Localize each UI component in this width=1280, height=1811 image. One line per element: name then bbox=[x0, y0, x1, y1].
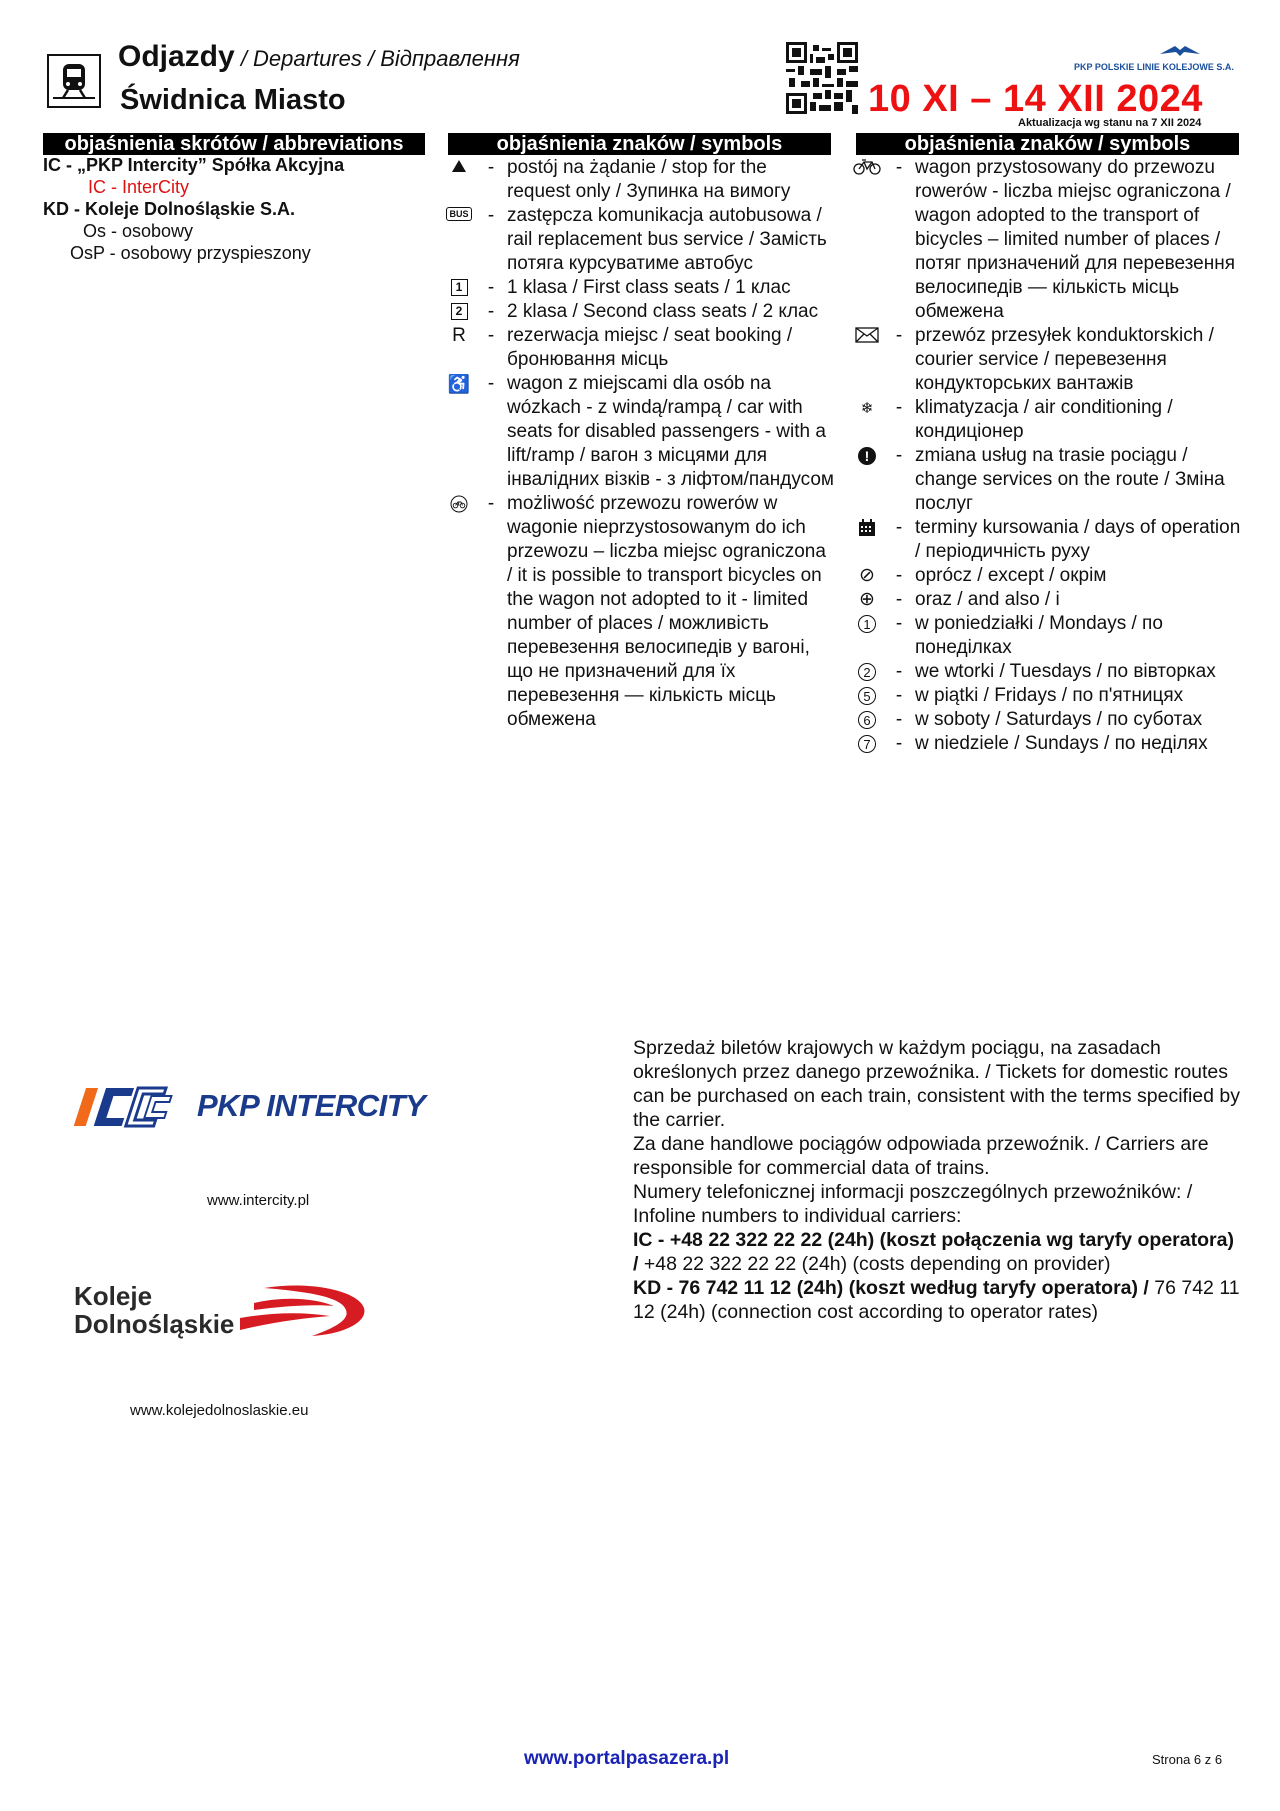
triangle-icon bbox=[443, 156, 475, 179]
list-item: - postój na żądanie / stop for the request only / Зупинка на вимогу bbox=[443, 156, 835, 204]
info-kd-phone: KD - 76 742 11 12 (24h) (koszt według taryfy operatora) / 76 742 11 12 (24h) (connection cost according to operator rates) bbox=[633, 1277, 1240, 1323]
portal-pasazera-link[interactable]: www.portalpasazera.pl bbox=[524, 1748, 730, 1769]
first-class-icon: 1 bbox=[443, 276, 475, 299]
abbr-ic: IC - InterCity bbox=[88, 177, 190, 197]
abbreviations-list bbox=[43, 154, 433, 264]
validity-dates: 10 XI – 14 XII 2024 bbox=[868, 78, 1203, 120]
title-main: Odjazdy bbox=[118, 40, 235, 73]
list-item: 6 - w soboty / Saturdays / по суботах bbox=[851, 708, 1243, 732]
list-item: 5 - w piątki / Fridays / по п'ятницях bbox=[851, 684, 1243, 708]
list-item: 1 - w poniedziałki / Mondays / по понеділках bbox=[851, 612, 1243, 660]
abbr-os: Os - osobowy bbox=[83, 221, 194, 241]
list-item: - możliwość przewozu rowerów w wagonie nieprzystosowanym do ich przewozu – liczba miejsc ograniczona / it is possible to transport bicycles on the wagon not adopted to it - limited number of places / можливість перевезення велосипедів у вагоні, що не призначений для їх перевезення — кількість місць обмежена bbox=[443, 492, 835, 732]
info-phones: Numery telefonicznej informacji poszczególnych przewoźników: / Infoline numbers to individual carriers: bbox=[633, 1181, 1193, 1227]
list-item: 1 - 1 klasa / First class seats / 1 клас bbox=[443, 276, 835, 300]
intercity-link[interactable]: www.intercity.pl bbox=[207, 1192, 310, 1209]
kd-logo-text: Koleje Dolnośląskie bbox=[74, 1281, 235, 1339]
sunday-icon: 7 bbox=[851, 732, 883, 755]
saturday-icon: 6 bbox=[851, 708, 883, 731]
intercity-mark-icon bbox=[72, 1082, 192, 1132]
wheelchair-icon: ♿ bbox=[447, 374, 471, 394]
title-sub: / Departures / Відправлення bbox=[234, 46, 520, 71]
qr-code-icon[interactable] bbox=[786, 42, 858, 114]
abbr-kd-company: KD - Koleje Dolnośląskie S.A. bbox=[43, 199, 296, 219]
intercity-logo-text: PKP INTERCITY bbox=[197, 1088, 426, 1123]
train-icon bbox=[47, 54, 101, 108]
list-item: 2 - 2 klasa / Second class seats / 2 клас bbox=[443, 300, 835, 324]
kd-swoosh-icon bbox=[234, 1278, 374, 1344]
abbr-ic-company: IC - „PKP Intercity” Spółka Akcyjna bbox=[43, 155, 345, 175]
exclamation-icon: ! bbox=[851, 444, 883, 467]
except-icon: ⊘ bbox=[859, 565, 875, 586]
koleje-dolnoslaskie-logo bbox=[74, 1278, 384, 1348]
kd-link[interactable]: www.kolejedolnoslaskie.eu bbox=[130, 1402, 309, 1419]
bicycle-icon bbox=[851, 156, 883, 179]
plus-circle-icon: ⊕ bbox=[859, 589, 875, 610]
update-note: Aktualizacja wg stanu na 7 XII 2024 bbox=[1018, 117, 1202, 129]
list-item: ❄ - klimatyzacja / air conditioning / кондиціонер bbox=[851, 396, 1243, 444]
snowflake-icon: ❄ bbox=[860, 400, 874, 417]
symbols-list-2 bbox=[851, 156, 1243, 756]
second-class-icon: 2 bbox=[443, 300, 475, 323]
plk-logo-text: PKP POLSKIE LINIE KOLEJOWE S.A. bbox=[1074, 62, 1234, 72]
abbr-osp: OsP - osobowy przyspieszony bbox=[70, 243, 311, 263]
list-item: R - rezerwacja miejsc / seat booking / бронювання місць bbox=[443, 324, 835, 372]
list-item: - wagon przystosowany do przewozu rowerów - liczba miejsc ograniczona / wagon adopted to the transport of bicycles – limited number of places / потяг призначений для перевезення велосипедів — кількість місць обмежена bbox=[851, 156, 1243, 324]
tuesday-icon: 2 bbox=[851, 660, 883, 683]
symbols-header-1: objaśnienia znaków / symbols bbox=[448, 133, 831, 155]
info-ic-phone: IC - +48 22 322 22 22 (24h) (koszt połączenia wg taryfy operatora) / +48 22 322 22 22 (24h) (costs depending on provider) bbox=[633, 1229, 1234, 1275]
list-item: ! - zmiana usług na trasie pociągu / change services on the route / Зміна послуг bbox=[851, 444, 1243, 516]
list-item: BUS - zastępcza komunikacja autobusowa / rail replacement bus service / Замість потяга курсуватиме автобус bbox=[443, 204, 835, 276]
intercity-logo bbox=[72, 1082, 452, 1132]
friday-icon: 5 bbox=[851, 684, 883, 707]
list-item: ⊘ - oprócz / except / окрім bbox=[851, 564, 1243, 588]
list-item: 2 - we wtorki / Tuesdays / по вівторках bbox=[851, 660, 1243, 684]
page-title bbox=[118, 40, 520, 74]
calendar-icon bbox=[851, 516, 883, 539]
bus-icon: BUS bbox=[443, 204, 475, 227]
info-tickets: Sprzedaż biletów krajowych w każdym pociągu, na zasadach określonych przez danego przewoźnika. / Tickets for domestic routes can be purchased on each train, consistent with the terms specified by the carrier. bbox=[633, 1037, 1241, 1131]
bicycle-circle-icon bbox=[443, 492, 475, 515]
reservation-icon: R bbox=[452, 325, 466, 346]
list-item: ♿ - wagon z miejscami dla osób na wózkach - z windą/rampą / car with seats for disabled passengers - with a lift/ramp / вагон з місцями для інвалідних візків - з ліфтом/пандусом bbox=[443, 372, 835, 492]
info-commercial: Za dane handlowe pociągów odpowiada przewoźnik. / Carriers are responsible for commercial data of trains. bbox=[633, 1133, 1209, 1179]
station-name: Świdnica Miasto bbox=[120, 84, 346, 116]
list-item: - terminy kursowania / days of operation / періодичність руху bbox=[851, 516, 1243, 564]
abbreviations-header: objaśnienia skrótów / abbreviations bbox=[43, 133, 425, 155]
envelope-icon bbox=[851, 324, 883, 347]
monday-icon: 1 bbox=[851, 612, 883, 635]
list-item: ⊕ - oraz / and also / і bbox=[851, 588, 1243, 612]
list-item: 7 - w niedziele / Sundays / по неділях bbox=[851, 732, 1243, 756]
page-number: Strona 6 z 6 bbox=[1152, 1752, 1223, 1767]
list-item: - przewóz przesyłek konduktorskich / courier service / перевезення кондукторських вантажів bbox=[851, 324, 1243, 396]
ticket-info bbox=[633, 1036, 1243, 1324]
symbols-list-1 bbox=[443, 156, 835, 732]
symbols-header-2: objaśnienia znaków / symbols bbox=[856, 133, 1239, 155]
